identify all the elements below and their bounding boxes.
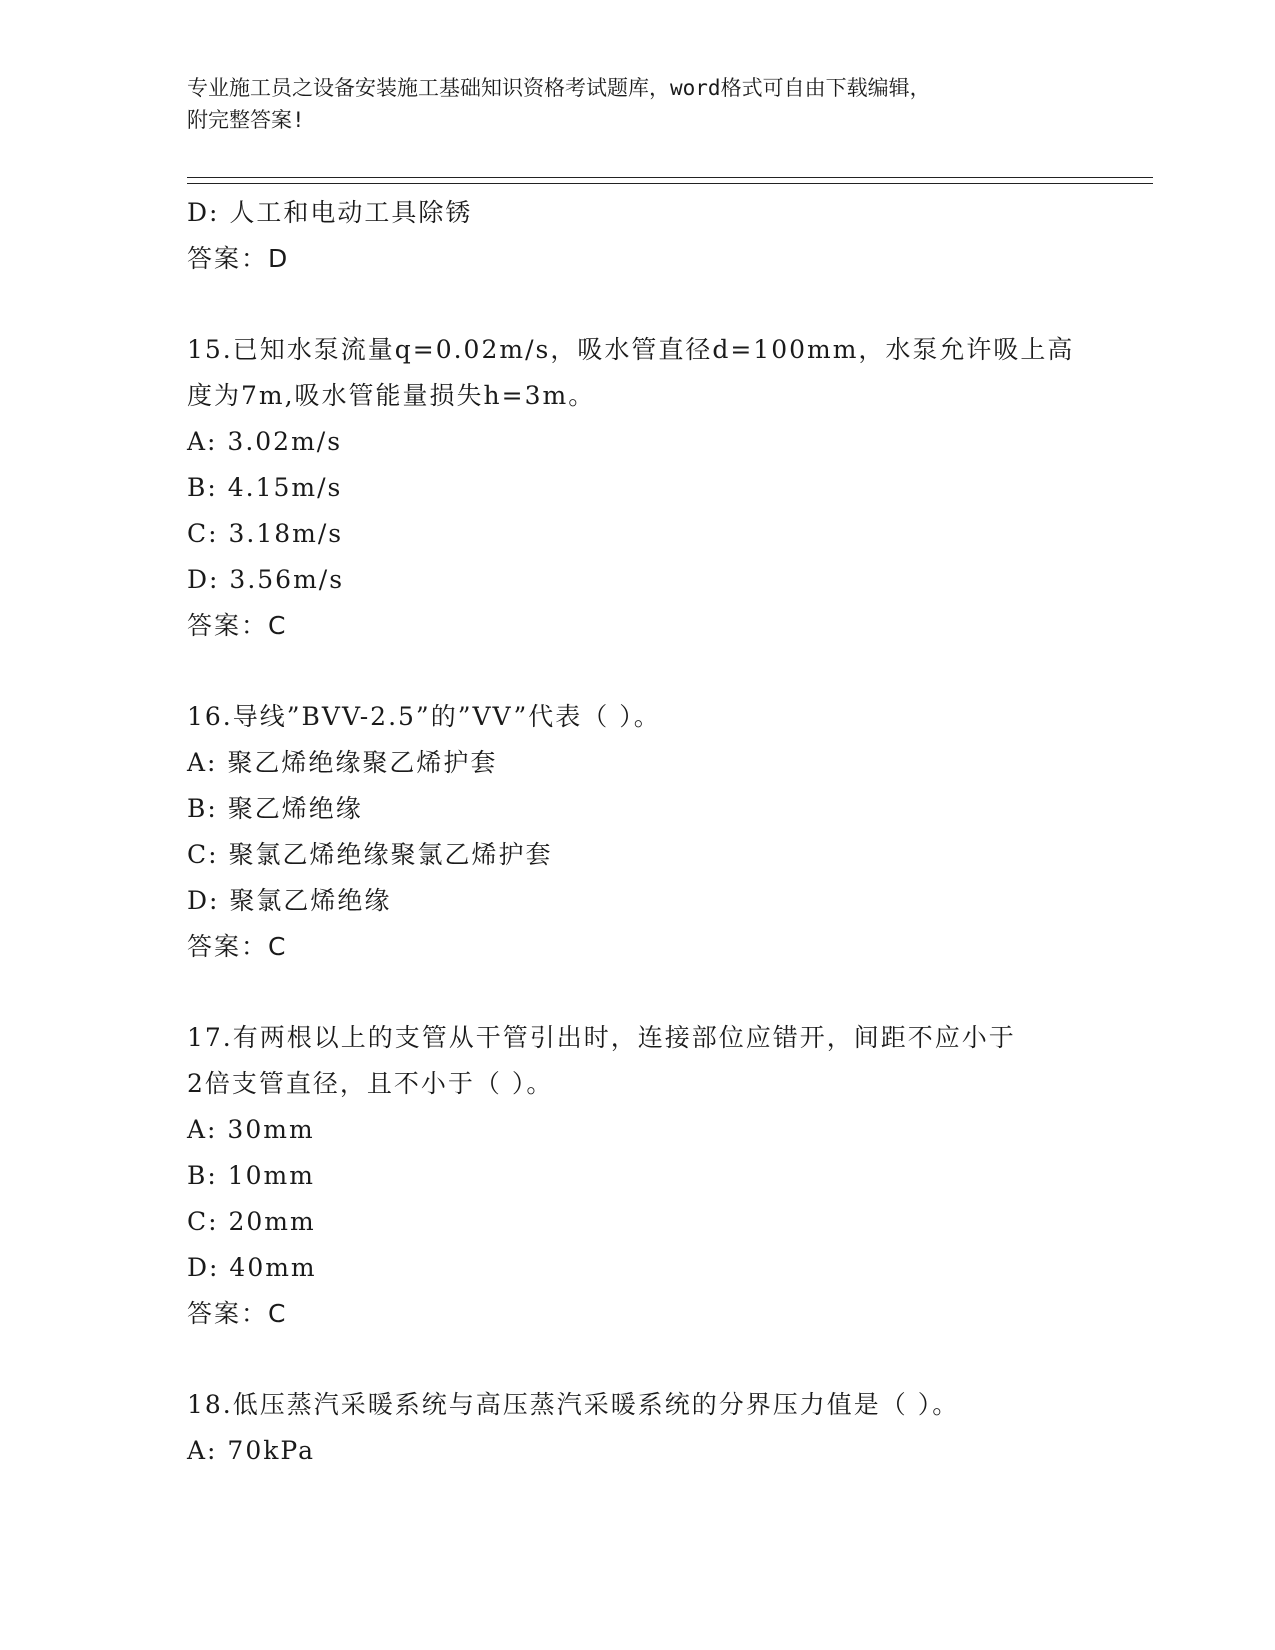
- option-b: B: 聚乙烯绝缘: [187, 794, 363, 823]
- answer-label: 答案：C: [187, 611, 288, 640]
- answer-label: 答案：C: [187, 932, 288, 961]
- question-18: [187, 1382, 1107, 1474]
- question-stem-continued: 2倍支管直径，且不小于（ ）。: [187, 1069, 554, 1098]
- option-b: B: 4.15m/s: [187, 473, 343, 502]
- question-15: [187, 327, 1107, 649]
- option-b: B: 10mm: [187, 1161, 315, 1190]
- question-14-fragment: [187, 190, 1107, 282]
- spacer: [187, 1337, 1107, 1382]
- question-16: [187, 694, 1107, 970]
- spacer: [187, 649, 1107, 694]
- option-c: C: 聚氯乙烯绝缘聚氯乙烯护套: [187, 840, 553, 869]
- document-header: [187, 72, 1087, 136]
- header-divider-bottom: [187, 183, 1153, 184]
- question-17: [187, 1015, 1107, 1337]
- option-d: D: 40mm: [187, 1253, 317, 1282]
- header-title-line-1: 专业施工员之设备安装施工基础知识资格考试题库，word格式可自由下载编辑，: [187, 76, 931, 100]
- option-a: A: 30mm: [187, 1115, 315, 1144]
- spacer: [187, 282, 1107, 327]
- option-c: C: 20mm: [187, 1207, 316, 1236]
- answer-label: 答案：D: [187, 244, 290, 273]
- question-stem: 18.低压蒸汽采暖系统与高压蒸汽采暖系统的分界压力值是（ ）。: [187, 1390, 960, 1419]
- header-divider-top: [187, 177, 1153, 178]
- question-stem: 15.已知水泵流量q=0.02m/s，吸水管直径d=100mm，水泵允许吸上高: [187, 335, 1075, 364]
- option-a: A: 聚乙烯绝缘聚乙烯护套: [187, 748, 498, 777]
- question-stem: 17.有两根以上的支管从干管引出时，连接部位应错开，间距不应小于: [187, 1023, 1016, 1052]
- option-a: A: 3.02m/s: [187, 427, 343, 456]
- question-stem-continued: 度为7m,吸水管能量损失h=3m。: [187, 381, 596, 410]
- option-d: D: 聚氯乙烯绝缘: [187, 886, 392, 915]
- question-stem: 16.导线”BVV-2.5”的”VV”代表（ ）。: [187, 702, 661, 731]
- header-title-line-2: 附完整答案!: [187, 108, 305, 132]
- option-d: D: 人工和电动工具除锈: [187, 198, 473, 227]
- answer-label: 答案：C: [187, 1299, 288, 1328]
- spacer: [187, 970, 1107, 1015]
- option-d: D: 3.56m/s: [187, 565, 345, 594]
- option-c: C: 3.18m/s: [187, 519, 344, 548]
- option-a: A: 70kPa: [187, 1436, 315, 1465]
- question-list: [187, 190, 1107, 1474]
